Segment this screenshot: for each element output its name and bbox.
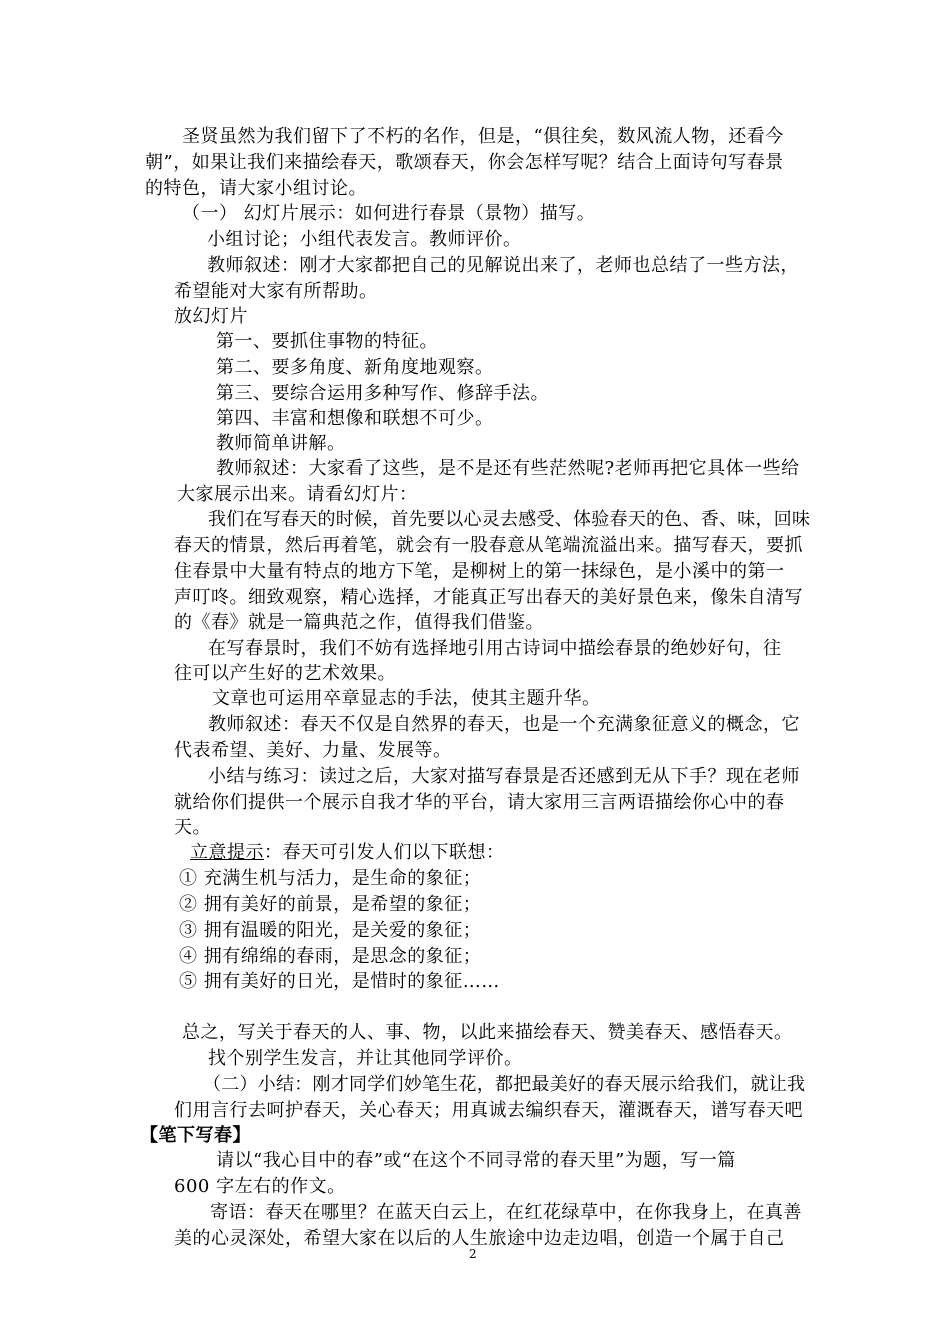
discussion-line: 小组讨论；小组代表发言。教师评价。 bbox=[207, 229, 522, 250]
paragraph-line: 住春景中大量有特点的地方下笔，是柳树上的第一抹绿色，是小溪中的第一 bbox=[174, 561, 785, 582]
narration-line: 教师叙述：大家看了这些，是不是还有些茫然呢?老师再把它具体一些给 bbox=[216, 458, 800, 479]
message-line: 寄语：春天在哪里？在蓝天白云上，在红花绿草中，在你我身上，在真善 bbox=[210, 1202, 802, 1223]
task-line: 请以“我心目中的春”或“在这个不同寻常的春天里”为题，写一篇 bbox=[216, 1150, 736, 1171]
idea-hint-line bbox=[190, 840, 505, 866]
paragraph-line: 的特色，请大家小组讨论。 bbox=[145, 178, 367, 199]
paragraph-line: 的《春》就是一篇典范之作，值得我们借鉴。 bbox=[174, 612, 544, 633]
method-point: 第二、要多角度、新角度地观察。 bbox=[216, 357, 494, 378]
conclusion-line: 总之，写关于春天的人、事、物，以此来描绘春天、赞美春天、感悟春天。 bbox=[182, 1022, 793, 1043]
students-line: 找个别学生发言，并让其他同学评价。 bbox=[208, 1048, 523, 1069]
method-point: 第一、要抓住事物的特征。 bbox=[216, 331, 438, 352]
summary-line: 天。 bbox=[174, 817, 211, 838]
section-one-heading: （一） 幻灯片展示：如何进行春景（景物）描写。 bbox=[182, 203, 596, 224]
narration-line: 教师叙述：刚才大家都把自己的见解说出来了，老师也总结了一些方法， bbox=[207, 255, 799, 276]
hint-item: ② 拥有美好的前景，是希望的象征； bbox=[179, 894, 482, 915]
hint-item: ③ 拥有温暖的阳光，是关爱的象征； bbox=[179, 920, 482, 941]
section-two-line: （二）小结：刚才同学们妙笔生花，都把最美好的春天展示给我们，就让我 bbox=[203, 1074, 806, 1095]
page-number: 2 bbox=[469, 1247, 477, 1261]
paragraph-line: 声叮咚。细致观察，精心选择，才能真正写出春天的美好景色来，像朱自清写 bbox=[174, 587, 803, 608]
task-line: 600 字左右的作文。 bbox=[174, 1176, 346, 1197]
section-two-line: 们用言行去呵护春天，关心春天；用真诚去编织春天，灌溉春天，谱写春天吧 bbox=[174, 1100, 803, 1121]
paragraph-line: 春天的情景，然后再着笔，就会有一股春意从笔端流溢出来。描写春天，要抓 bbox=[174, 535, 803, 556]
idea-hint-label: 立意提示 bbox=[190, 842, 264, 863]
paragraph-line: 朝”，如果让我们来描绘春天，歌颂春天，你会怎样写呢？结合上面诗句写春景 bbox=[145, 152, 784, 173]
hint-item: ① 充满生机与活力，是生命的象征； bbox=[179, 868, 482, 889]
paragraph-line: 圣贤虽然为我们留下了不朽的名作，但是，“俱往矣，数风流人物，还看今 bbox=[182, 126, 784, 147]
method-point: 第三、要综合运用多种写作、修辞手法。 bbox=[216, 383, 549, 404]
narration-line: 大家展示出来。请看幻灯片： bbox=[177, 484, 418, 505]
explain-line: 教师简单讲解。 bbox=[216, 433, 346, 454]
hint-item: ④ 拥有绵绵的春雨，是思念的象征； bbox=[179, 946, 482, 967]
message-line: 美的心灵深处，希望大家在以后的人生旅途中边走边唱，创造一个属于自己 bbox=[174, 1228, 785, 1249]
paragraph-line: 往可以产生好的艺术效果。 bbox=[174, 663, 396, 684]
summary-line: 小结与练习：读过之后，大家对描写春景是否还感到无从下手？现在老师 bbox=[208, 766, 800, 787]
method-point: 第四、丰富和想像和联想不可少。 bbox=[216, 408, 494, 429]
narration-line: 希望能对大家有所帮助。 bbox=[174, 281, 378, 302]
narration-line: 教师叙述：春天不仅是自然界的春天，也是一个充满象征意义的概念，它 bbox=[208, 714, 800, 735]
summary-line: 就给你们提供一个展示自我才华的平台，请大家用三言两语描绘你心中的春 bbox=[174, 792, 785, 813]
slides-label: 放幻灯片 bbox=[174, 306, 248, 327]
idea-hint-text: ：春天可引发人们以下联想： bbox=[264, 842, 505, 863]
paragraph-line: 我们在写春天的时候，首先要以心灵去感受、体验春天的色、香、味，回味 bbox=[208, 509, 811, 530]
paragraph-line: 文章也可运用卒章显志的手法，使其主题升华。 bbox=[212, 688, 601, 709]
hint-item: ⑤ 拥有美好的日光，是惜时的象征…… bbox=[179, 971, 500, 992]
paragraph-line: 在写春景时，我们不妨有选择地引用古诗词中描绘春景的绝妙好句，往 bbox=[208, 638, 782, 659]
section-heading: 【笔下写春】 bbox=[140, 1125, 251, 1146]
narration-line: 代表希望、美好、力量、发展等。 bbox=[174, 740, 452, 761]
